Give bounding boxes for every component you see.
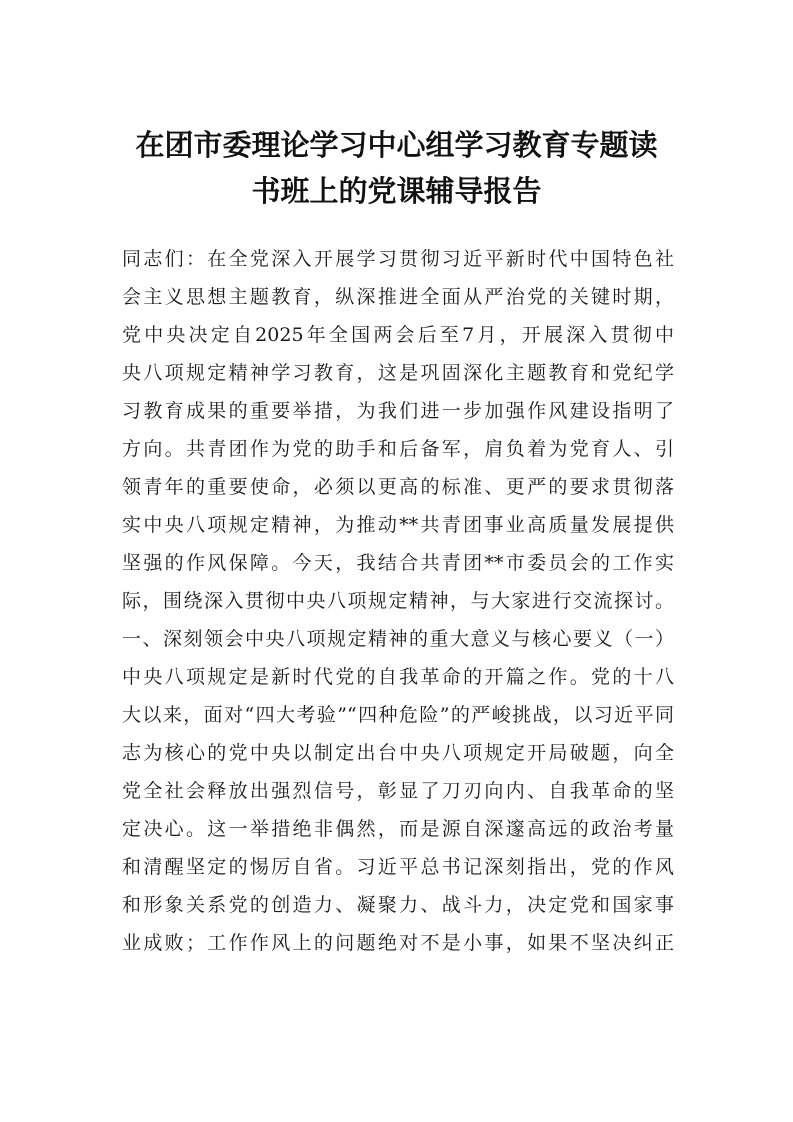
document-title	[100, 122, 693, 214]
section-heading-line: 一、深刻领会中央八项规定精神的重大意义与核心要义（一）	[122, 628, 674, 650]
body-line: 大以来，面对“四大考验”“四种危险”的严峻挑战，以习近平同	[122, 704, 674, 726]
body-line: 同志们：在全党深入开展学习贯彻习近平新时代中国特色社	[122, 248, 674, 270]
body-line: 定决心。这一举措绝非偶然，而是源自深邃高远的政治考量	[122, 818, 674, 840]
body-line: 志为核心的党中央以制定出台中央八项规定开局破题，向全	[122, 742, 674, 764]
body-line: 坚强的作风保障。今天，我结合共青团**市委员会的工作实	[122, 552, 674, 574]
body-line: 方向。共青团作为党的助手和后备军，肩负着为党育人、引	[122, 438, 674, 460]
body-line: 会主义思想主题教育，纵深推进全面从严治党的关键时期，	[122, 286, 674, 308]
title-line-1: 在团市委理论学习中心组学习教育专题读	[135, 128, 658, 162]
body-line: 党全社会释放出强烈信号，彰显了刀刃向内、自我革命的坚	[122, 780, 674, 802]
title-line-2: 书班上的党课辅导报告	[251, 174, 542, 208]
body-line: 业成败；工作作风上的问题绝对不是小事，如果不坚决纠正	[122, 932, 674, 954]
body-line: 习教育成果的重要举措，为我们进一步加强作风建设指明了	[122, 400, 674, 422]
body-line: 和形象关系党的创造力、凝聚力、战斗力，决定党和国家事	[122, 894, 674, 916]
body-line: 央八项规定精神学习教育，这是巩固深化主题教育和党纪学	[122, 362, 674, 384]
body-line: 领青年的重要使命，必须以更高的标准、更严的要求贯彻落	[122, 476, 674, 498]
body-line: 实中央八项规定精神，为推动**共青团事业高质量发展提供	[122, 514, 674, 536]
body-line: 和清醒坚定的惕厉自省。习近平总书记深刻指出，党的作风	[122, 856, 674, 878]
body-line: 党中央决定自2025年全国两会后至7月，开展深入贯彻中	[122, 324, 674, 346]
document-body	[122, 240, 674, 962]
body-line: 中央八项规定是新时代党的自我革命的开篇之作。党的十八	[122, 666, 674, 688]
body-line: 际，围绕深入贯彻中央八项规定精神，与大家进行交流探讨。	[122, 590, 674, 612]
